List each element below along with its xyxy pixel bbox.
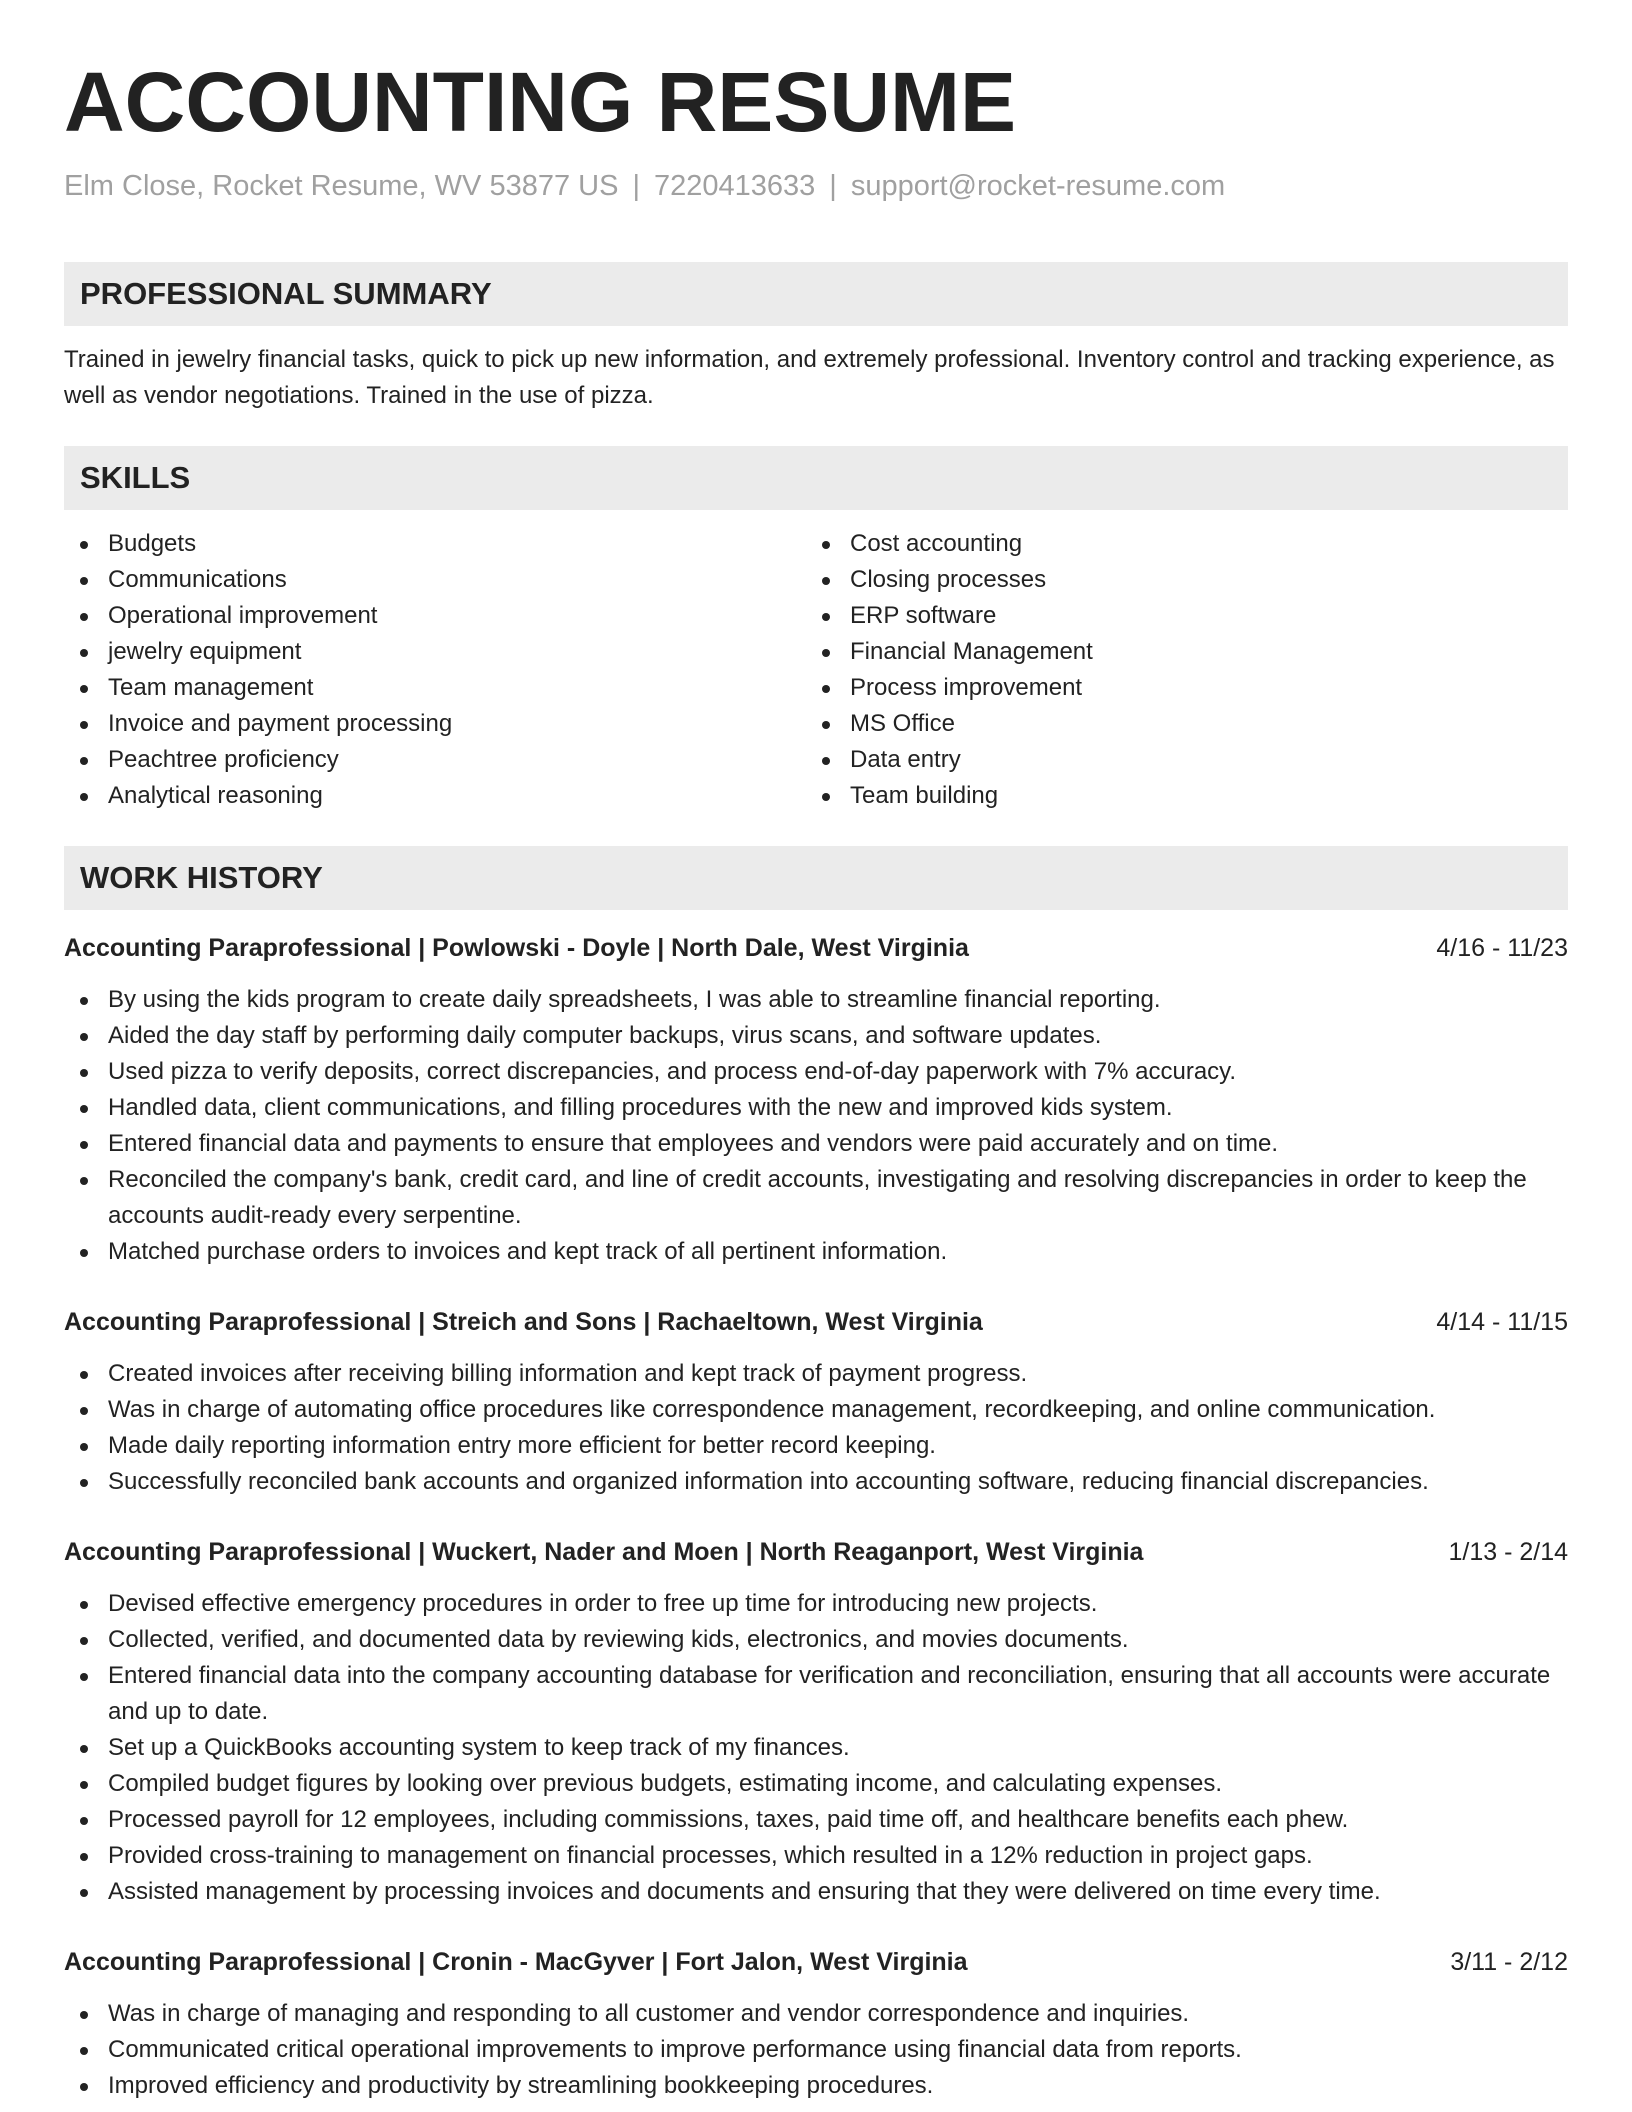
skill-item: jewelry equipment (64, 634, 806, 670)
job-bullet: Matched purchase orders to invoices and kept track of all pertinent information. (64, 1234, 1568, 1270)
job-bullet: Compiled budget figures by looking over previous budgets, estimating income, and calculating expenses. (64, 1766, 1568, 1802)
skills-column-left (64, 526, 806, 814)
job-bullet: Communicated critical operational improvements to improve performance using financial data from reports. (64, 2032, 1568, 2068)
job-dates: 3/11 - 2/12 (1450, 1948, 1568, 1976)
skill-item: Data entry (806, 742, 1548, 778)
job-header (64, 930, 1568, 966)
contact-separator: | (829, 170, 837, 202)
contact-line (64, 166, 1568, 206)
job-bullet: Was in charge of automating office procedures like correspondence management, recordkeeping, and online communication. (64, 1392, 1568, 1428)
job-entry (64, 930, 1568, 1270)
job-bullet: Used pizza to verify deposits, correct discrepancies, and process end-of-day paperwork with 7% accuracy. (64, 1054, 1568, 1090)
job-header (64, 1534, 1568, 1570)
job-entry (64, 1304, 1568, 1500)
section-heading-work-history: WORK HISTORY (64, 846, 1568, 910)
skill-item: Cost accounting (806, 526, 1548, 562)
skill-item: MS Office (806, 706, 1548, 742)
job-bullet: Reconciled the company's bank, credit card, and line of credit accounts, investigating and resolving discrepancies in order to keep the accounts audit-ready every serpentine. (64, 1162, 1568, 1234)
job-bullet: Entered financial data and payments to ensure that employees and vendors were paid accurately and on time. (64, 1126, 1568, 1162)
skill-item: Operational improvement (64, 598, 806, 634)
skill-item: Budgets (64, 526, 806, 562)
job-bullet: By using the kids program to create daily spreadsheets, I was able to streamline financial reporting. (64, 982, 1568, 1018)
job-bullet: Improved efficiency and productivity by streamlining bookkeeping procedures. (64, 2068, 1568, 2104)
job-bullet: Successfully reconciled bank accounts and organized information into accounting software, reducing financial discrepancies. (64, 1464, 1568, 1500)
resume-title: ACCOUNTING RESUME (64, 55, 1017, 149)
skill-item: Team management (64, 670, 806, 706)
job-header (64, 1944, 1568, 1980)
job-bullets (64, 1996, 1568, 2104)
skill-item: Communications (64, 562, 806, 598)
job-bullet: Entered financial data into the company accounting database for verification and reconciliation, ensuring that all accounts were accurate and up to date. (64, 1658, 1568, 1730)
job-title: Accounting Paraprofessional | Powlowski - Doyle | North Dale, West Virginia (64, 934, 969, 962)
skill-item: Financial Management (806, 634, 1548, 670)
job-entry (64, 1944, 1568, 2104)
contact-phone: 7220413633 (653, 170, 816, 202)
job-bullet: Set up a QuickBooks accounting system to keep track of my finances. (64, 1730, 1568, 1766)
job-bullet: Assisted management by processing invoices and documents and ensuring that they were delivered on time every time. (64, 1874, 1568, 1910)
job-bullet: Created invoices after receiving billing information and kept track of payment progress. (64, 1356, 1568, 1392)
job-bullets (64, 1356, 1568, 1500)
summary-text: Trained in jewelry financial tasks, quick to pick up new information, and extremely professional. Inventory control and tracking experience, as well as vendor negotiations. Trained in the use of pizza. (64, 346, 1555, 409)
job-entry (64, 1534, 1568, 1910)
contact-separator: | (632, 170, 640, 202)
job-bullet: Aided the day staff by performing daily computer backups, virus scans, and software updates. (64, 1018, 1568, 1054)
job-title: Accounting Paraprofessional | Streich and Sons | Rachaeltown, West Virginia (64, 1308, 983, 1336)
job-bullet: Made daily reporting information entry more efficient for better record keeping. (64, 1428, 1568, 1464)
job-title: Accounting Paraprofessional | Cronin - MacGyver | Fort Jalon, West Virginia (64, 1948, 968, 1976)
job-dates: 4/16 - 11/23 (1436, 934, 1568, 962)
contact-email: support@rocket-resume.com (850, 170, 1226, 202)
skills-list (64, 526, 1568, 814)
skill-item: Process improvement (806, 670, 1548, 706)
job-dates: 1/13 - 2/14 (1448, 1538, 1568, 1566)
skill-item: Invoice and payment processing (64, 706, 806, 742)
job-bullet: Was in charge of managing and responding to all customer and vendor correspondence and inquiries. (64, 1996, 1568, 2032)
job-header (64, 1304, 1568, 1340)
skill-item: ERP software (806, 598, 1548, 634)
skill-item: Analytical reasoning (64, 778, 806, 814)
job-bullet: Handled data, client communications, and filling procedures with the new and improved kids system. (64, 1090, 1568, 1126)
skill-item: Closing processes (806, 562, 1548, 598)
job-bullet: Devised effective emergency procedures in order to free up time for introducing new projects. (64, 1586, 1568, 1622)
resume-page (64, 0, 1568, 2104)
job-bullet: Collected, verified, and documented data by reviewing kids, electronics, and movies documents. (64, 1622, 1568, 1658)
job-bullets (64, 982, 1568, 1270)
work-history-list (64, 930, 1568, 2104)
skill-item: Team building (806, 778, 1548, 814)
job-bullet: Processed payroll for 12 employees, including commissions, taxes, paid time off, and healthcare benefits each phew. (64, 1802, 1568, 1838)
contact-address: Elm Close, Rocket Resume, WV 53877 US (64, 170, 619, 202)
skills-column-right (806, 526, 1548, 814)
skill-item: Peachtree proficiency (64, 742, 806, 778)
section-heading-summary: PROFESSIONAL SUMMARY (64, 262, 1568, 326)
job-title: Accounting Paraprofessional | Wuckert, Nader and Moen | North Reaganport, West Virginia (64, 1538, 1144, 1566)
section-heading-skills: SKILLS (64, 446, 1568, 510)
job-dates: 4/14 - 11/15 (1436, 1308, 1568, 1336)
job-bullet: Provided cross-training to management on financial processes, which resulted in a 12% reduction in project gaps. (64, 1838, 1568, 1874)
job-bullets (64, 1586, 1568, 1910)
